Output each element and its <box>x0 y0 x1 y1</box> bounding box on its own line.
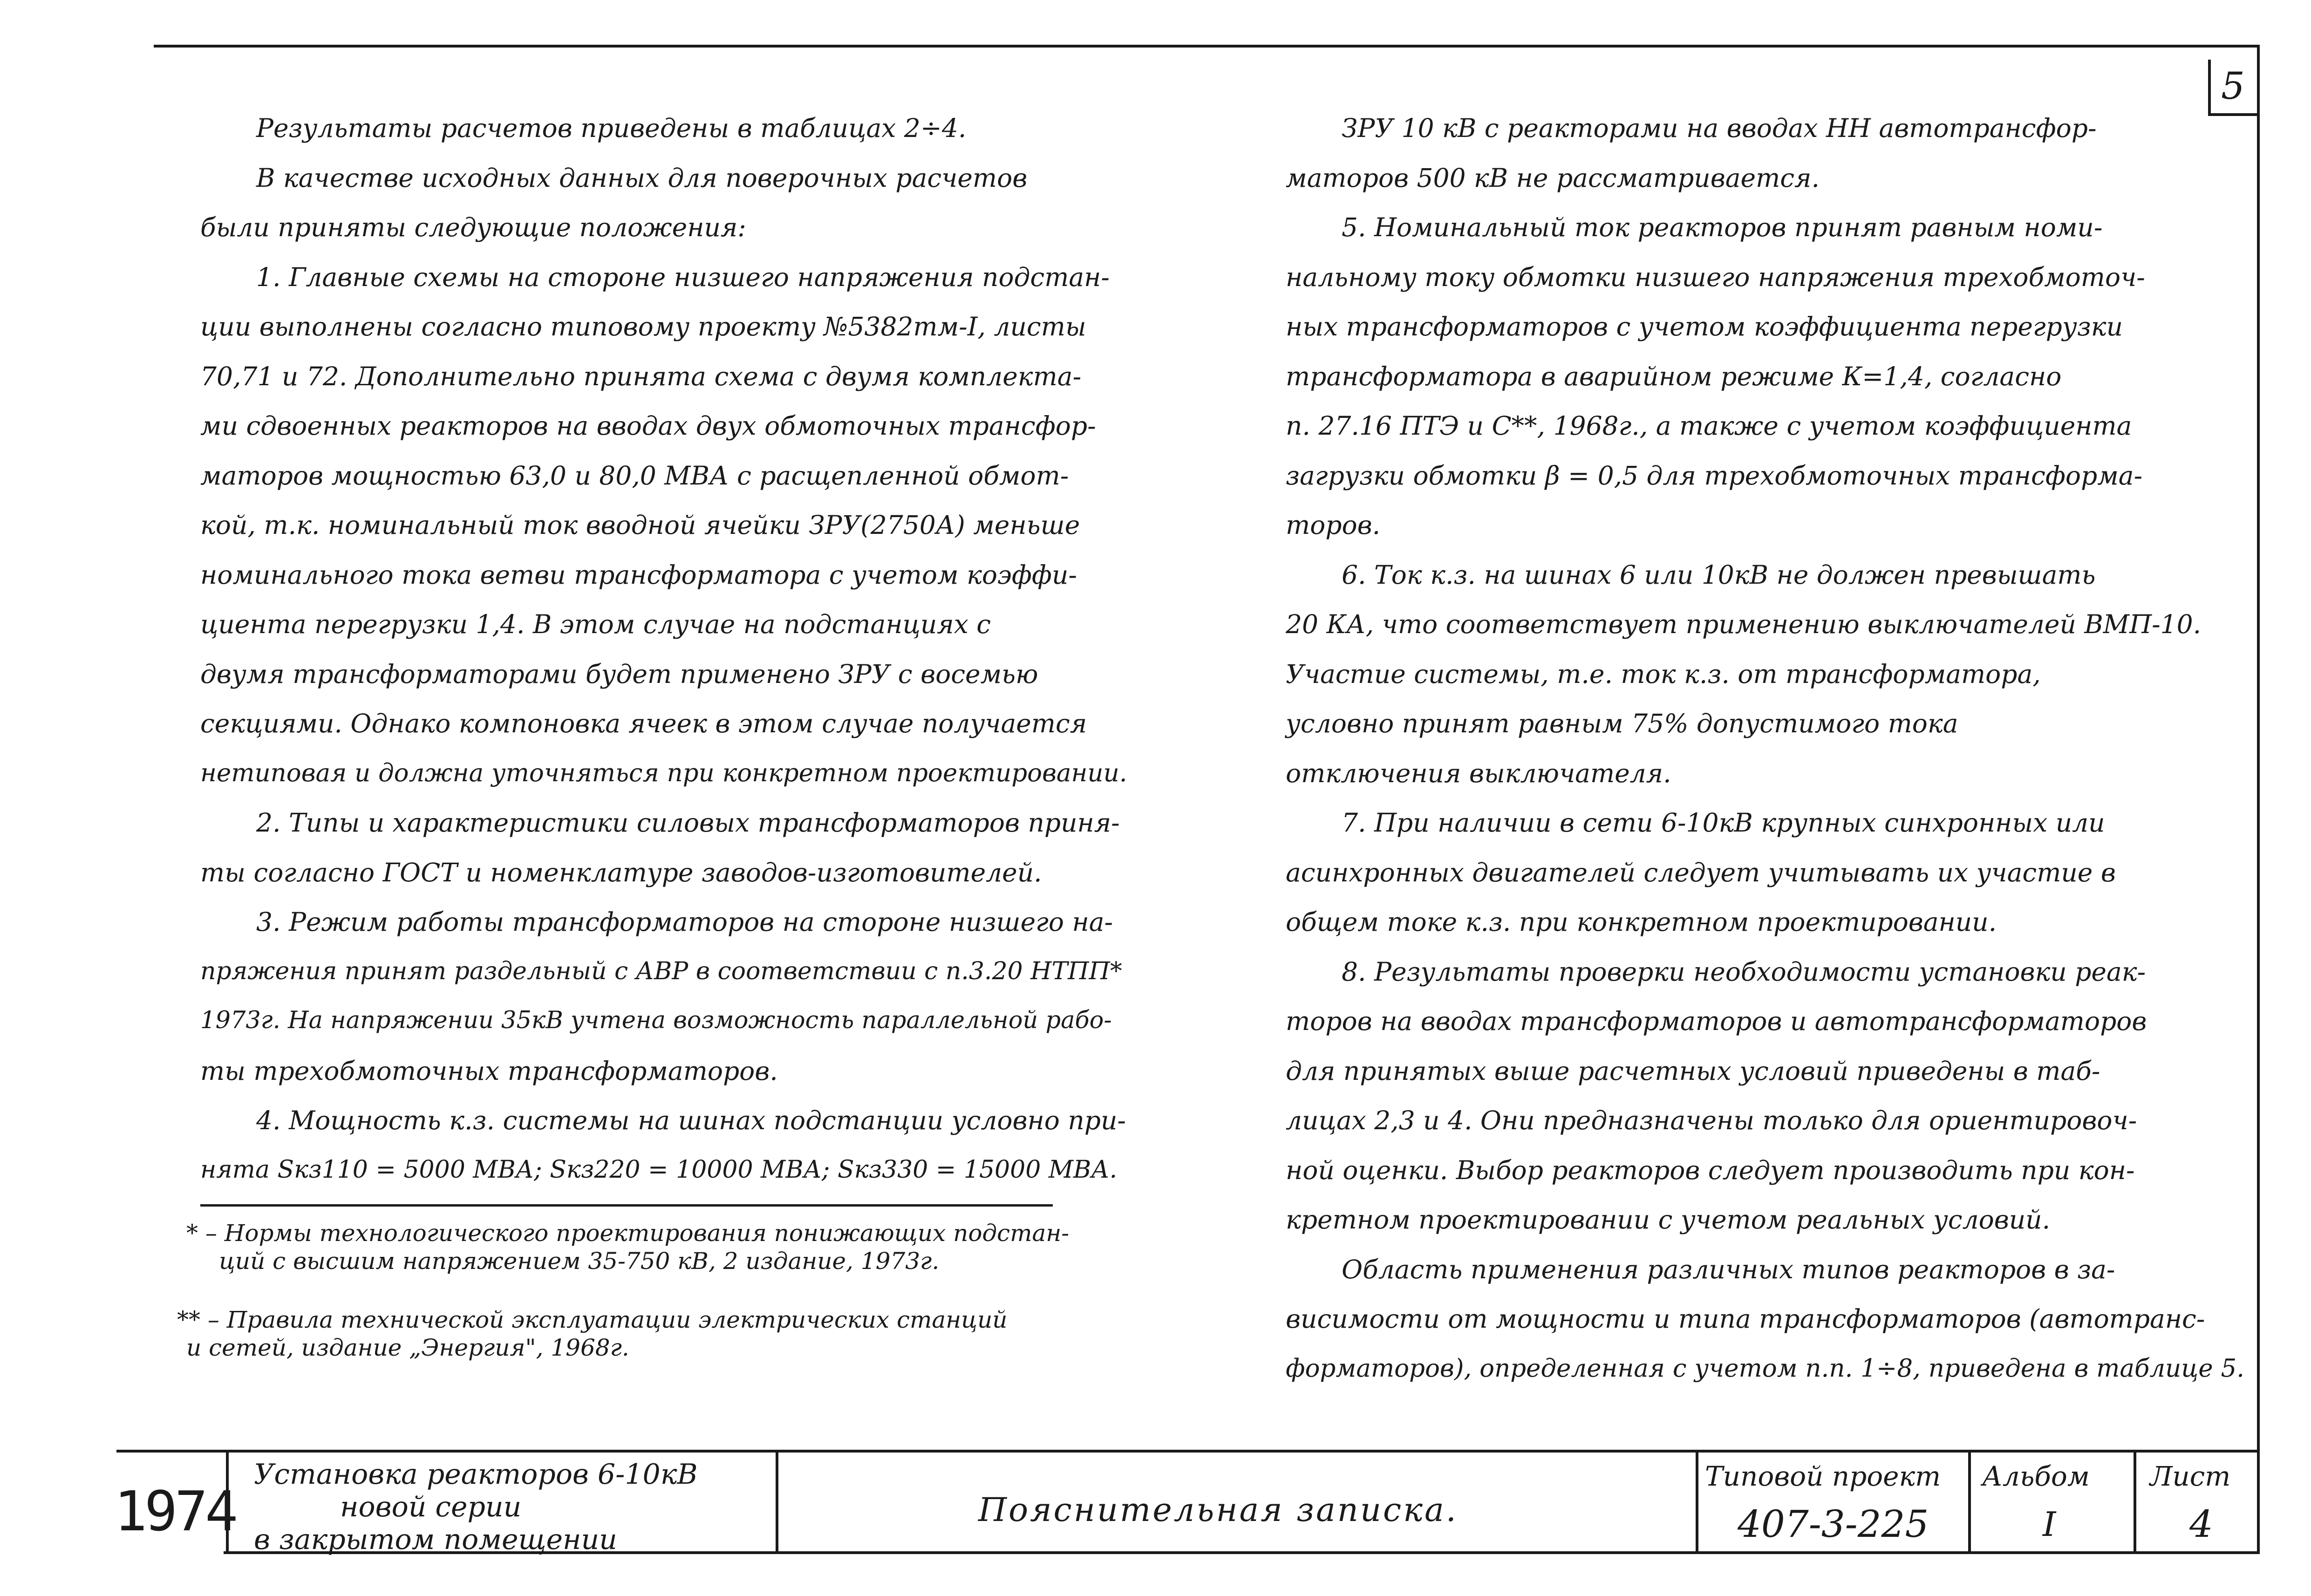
left-column-line: 70,71 и 72. Дополнительно принята схема с двумя комплекта- <box>200 361 1082 391</box>
right-column-line: ных трансформаторов с учетом коэффициента перегрузки <box>1286 312 2123 341</box>
project-title-line-1: Установка реакторов 6-10кВ <box>254 1458 698 1491</box>
right-column-line: 7. При наличии в сети 6-10кВ крупных синхронных или <box>1342 808 2105 838</box>
left-column-line: нята Sкз110 = 5000 МВА; Sкз220 = 10000 МВА; Sкз330 = 15000 МВА. <box>200 1155 1118 1184</box>
left-column-line: 3. Режим работы трансформаторов на стороне низшего на- <box>256 907 1113 937</box>
footnote-line: * – Нормы технологического проектирования понижающих подстан- <box>186 1220 1070 1247</box>
right-column-line: 5. Номинальный ток реакторов принят равным номи- <box>1342 212 2103 242</box>
right-column-line: асинхронных двигателей следует учитывать их участие в <box>1286 857 2116 887</box>
typical-project-label: Типовой проект <box>1705 1460 1941 1492</box>
left-column-line: Результаты расчетов приведены в таблицах 2÷4. <box>256 113 967 143</box>
left-column-line: 2. Типы и характеристики силовых трансформаторов приня- <box>256 808 1120 838</box>
right-column-line: ЗРУ 10 кВ с реакторами на вводах НН автотрансфор- <box>1342 113 2097 143</box>
footnote-line: ** – Правила технической эксплуатации электрических станций <box>177 1306 1008 1333</box>
right-column-line: Участие системы, т.е. ток к.з. от трансформатора, <box>1286 659 2041 689</box>
left-column-line: 4. Мощность к.з. системы на шинах подстанции условно при- <box>256 1105 1126 1135</box>
left-column-line: 1. Главные схемы на стороне низшего напряжения подстан- <box>256 262 1110 292</box>
sheet-label: Лист <box>2150 1460 2231 1492</box>
left-column-line: 1973г. На напряжении 35кВ учтена возможность параллельной рабо- <box>200 1007 1112 1034</box>
right-column-line: лицах 2,3 и 4. Они предназначены только для ориентировоч- <box>1286 1105 2137 1135</box>
left-column-line: секциями. Однако компоновка ячеек в этом случае получается <box>200 709 1087 738</box>
left-column-line: были приняты следующие положения: <box>200 212 746 242</box>
right-column-line: торов. <box>1286 510 1381 540</box>
right-column-line: для принятых выше расчетных условий приведены в таб- <box>1286 1056 2100 1086</box>
album-value: I <box>2043 1505 2056 1544</box>
year-stamp: 1974 <box>114 1479 236 1543</box>
right-column-line: Область применения различных типов реакторов в за- <box>1342 1254 2115 1284</box>
sheet-value: 4 <box>2189 1502 2213 1546</box>
right-column-line: 6. Ток к.з. на шинах 6 или 10кВ не должен превышать <box>1342 559 2096 590</box>
left-column-line: циента перегрузки 1,4. В этом случае на подстанциях с <box>200 609 991 639</box>
right-column-line: 8. Результаты проверки необходимости установки реак- <box>1342 956 2146 987</box>
right-column-line: п. 27.16 ПТЭ и С**, 1968г., а также с учетом коэффициента <box>1286 411 2132 441</box>
document-name: Пояснительная записка. <box>978 1491 1458 1529</box>
right-column-line: отключения выключателя. <box>1286 758 1671 788</box>
formula-underline <box>200 1204 1053 1207</box>
title-block-top-line <box>116 1450 2259 1453</box>
left-column-line: кой, т.к. номинальный ток вводной ячейки ЗРУ(2750А) меньше <box>200 510 1080 540</box>
left-column-line: В качестве исходных данных для поверочных расчетов <box>256 163 1028 193</box>
right-column-line: висимости от мощности и типа трансформаторов (автотранс- <box>1286 1304 2205 1334</box>
footnote-line: и сетей, издание „Энергия", 1968г. <box>186 1334 629 1361</box>
right-column-line: нальному току обмотки низшего напряжения трехобмоточ- <box>1286 262 2145 292</box>
page-number: 5 <box>2221 64 2245 108</box>
right-column-line: торов на вводах трансформаторов и автотрансформаторов <box>1286 1006 2147 1036</box>
project-title-line-3: в закрытом помещении <box>254 1523 617 1556</box>
left-column-line: двумя трансформаторами будет применено ЗРУ с восемью <box>200 659 1038 689</box>
left-column-line: нетиповая и должна уточняться при конкретном проектировании. <box>200 758 1127 787</box>
project-title-line-2: новой серии <box>340 1491 522 1523</box>
typical-project-number: 407-3-225 <box>1738 1502 1929 1546</box>
title-block-divider-4 <box>1968 1450 1971 1554</box>
top-border <box>154 45 2259 48</box>
left-column-line: ции выполнены согласно типовому проекту №5382тм-I, листы <box>200 312 1086 341</box>
title-block-divider-2 <box>776 1450 778 1554</box>
left-column-line: номинального тока ветви трансформатора с учетом коэффи- <box>200 559 1077 590</box>
right-column-line: 20 КА, что соответствует применению выключателей ВМП-10. <box>1286 609 2202 639</box>
right-column-line: общем токе к.з. при конкретном проектировании. <box>1286 907 1997 937</box>
right-column-line: кретном проектировании с учетом реальных условий. <box>1286 1205 2051 1235</box>
footnote-line: ций с высшим напряжением 35-750 кВ, 2 издание, 1973г. <box>219 1248 940 1275</box>
right-column-line: ной оценки. Выбор реакторов следует производить при кон- <box>1286 1155 2135 1185</box>
title-block-divider-3 <box>1696 1450 1698 1554</box>
right-column-line: условно принят равным 75% допустимого тока <box>1286 709 1958 738</box>
right-column-line: трансформатора в аварийном режиме К=1,4, согласно <box>1286 361 2062 391</box>
left-column-line: пряжения принят раздельный с АВР в соответствии с п.3.20 НТПП* <box>200 957 1122 985</box>
left-column-line: ми сдвоенных реакторов на вводах двух обмоточных трансфор- <box>200 411 1096 441</box>
title-block-divider-5 <box>2134 1450 2136 1554</box>
left-column-line: ты трехобмоточных трансформаторов. <box>200 1056 778 1086</box>
album-label: Альбом <box>1982 1460 2090 1492</box>
left-column-line: маторов мощностью 63,0 и 80,0 МВА с расщепленной обмот- <box>200 460 1069 491</box>
right-column-line: загрузки обмотки β = 0,5 для трехобмоточных трансформа- <box>1286 460 2143 491</box>
right-column-line: маторов 500 кВ не рассматривается. <box>1286 163 1820 193</box>
right-border <box>2257 45 2260 1554</box>
right-column-line: форматоров), определенная с учетом п.п. 1÷8, приведена в таблице 5. <box>1286 1354 2245 1383</box>
left-column-line: ты согласно ГОСТ и номенклатуре заводов-изготовителей. <box>200 857 1042 887</box>
